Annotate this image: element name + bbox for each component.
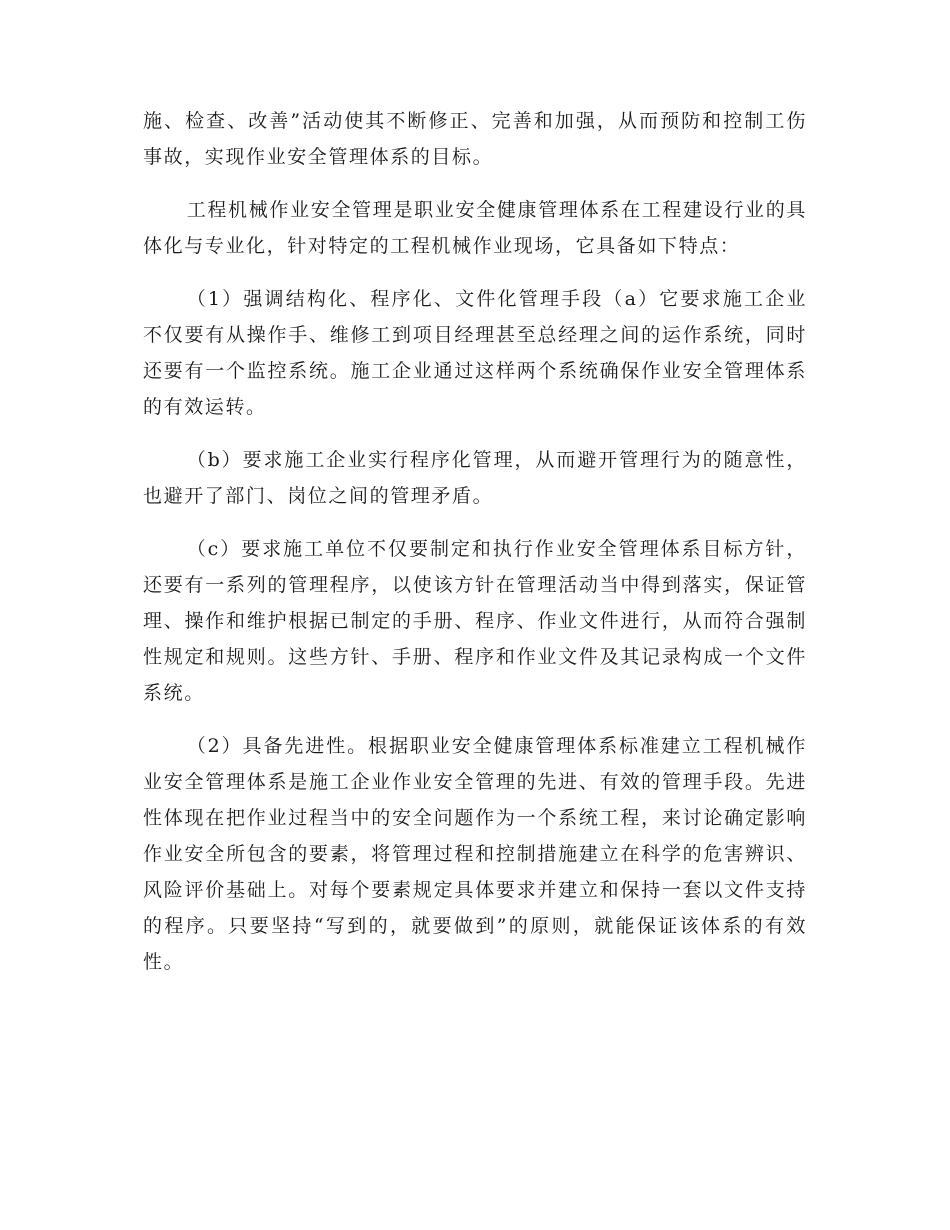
paragraph-point-2: （2）具备先进性。根据职业安全健康管理体系标准建立工程机械作业安全管理体系是施工企业作业安全管理的先进、有效的管理手段。先进性体现在把作业过程当中的安全问题作为一个系统工程，来讨论确定影响作业安全所包含的要素，将管理过程和控制措施建立在科学的危害辨识、风险评价基础上。对每个要素规定具体要求并建立和保持一套以文件支持的程序。只要坚持“写到的，就要做到”的原则，就能保证该体系的有效性。 [143,735,807,973]
document-body [143,103,807,997]
paragraph-point-1b: （b）要求施工企业实行程序化管理，从而避开管理行为的随意性，也避开了部门、岗位之间的管理矛盾。 [143,449,807,507]
paragraph-intro-characteristics: 工程机械作业安全管理是职业安全健康管理体系在工程建设行业的具体化与专业化，针对特定的工程机械作业现场，它具备如下特点： [143,199,807,257]
paragraph-continuation: 施、检查、改善”活动使其不断修正、完善和加强，从而预防和控制工伤事故，实现作业安全管理体系的目标。 [143,110,807,168]
paragraph-point-1a: （1）强调结构化、程序化、文件化管理手段（a）它要求施工企业不仅要有从操作手、维修工到项目经理甚至总经理之间的运作系统，同时还要有一个监控系统。施工企业通过这样两个系统确保作业安全管理体系的有效运转。 [143,288,807,418]
paragraph-point-1c: （c）要求施工单位不仅要制定和执行作业安全管理体系目标方针，还要有一系列的管理程序，以使该方针在管理活动当中得到落实，保证管理、操作和维护根据已制定的手册、程序、作业文件进行，从而符合强制性规定和规则。这些方针、手册、程序和作业文件及其记录构成一个文件系统。 [143,538,807,704]
